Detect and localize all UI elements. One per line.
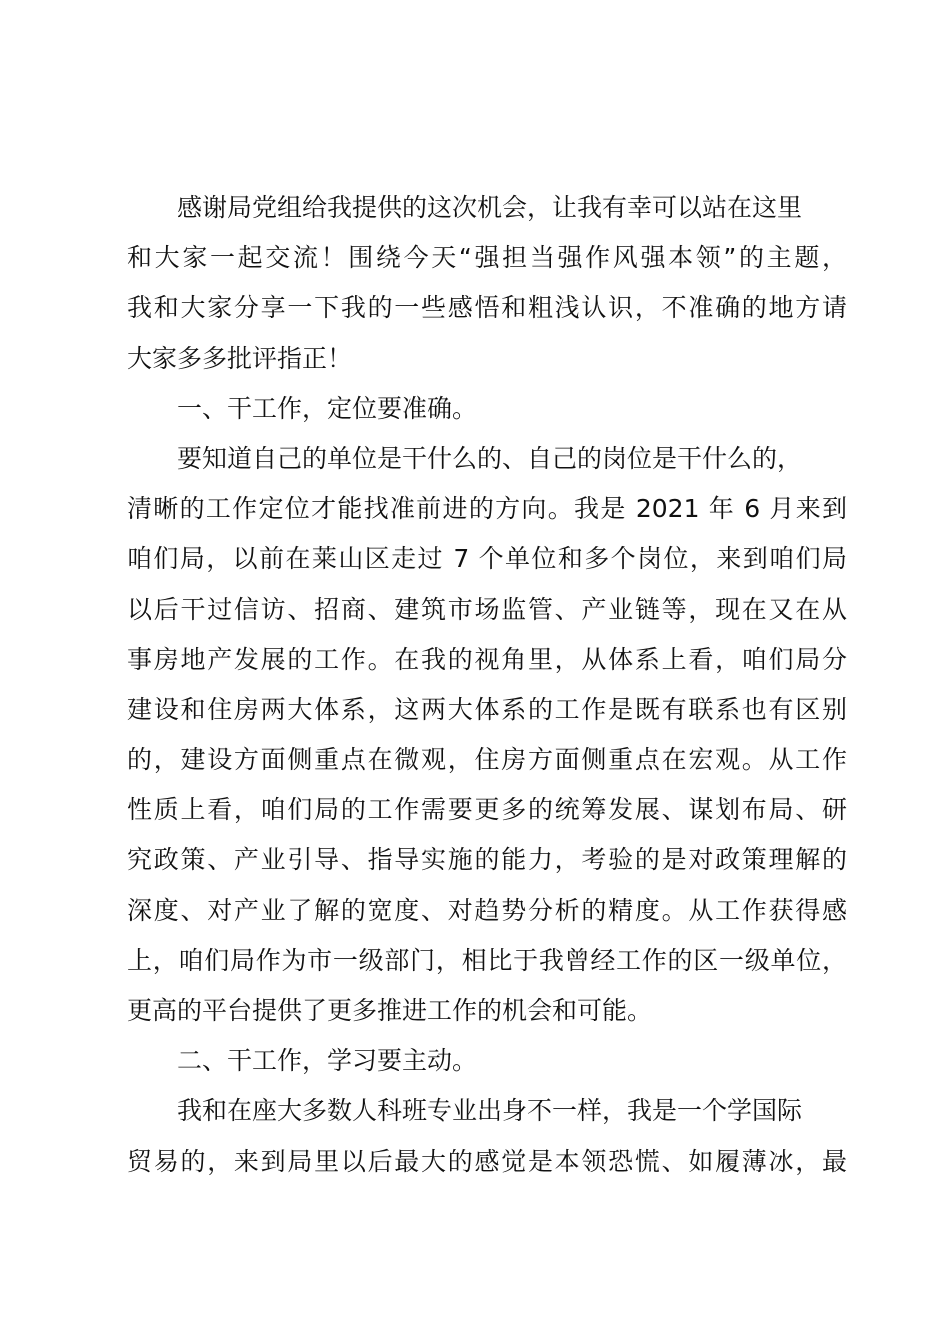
- paragraph-line: 大家多多批评指正！: [127, 343, 353, 373]
- paragraph-line: 贸易的，来到局里以后最大的感觉是本领恐慌、如履薄冰，最: [127, 1146, 847, 1176]
- paragraph-line: 建设和住房两大体系，这两大体系的工作是既有联系也有区别: [127, 694, 847, 724]
- paragraph-line: 以后干过信访、招商、建筑市场监管、产业链等，现在又在从: [127, 594, 847, 624]
- paragraph-line: 感谢局党组给我提供的这次机会，让我有幸可以站在这里: [177, 193, 803, 222]
- section-heading: 二、干工作，学习要主动。: [177, 1046, 478, 1076]
- paragraph-line: 事房地产发展的工作。在我的视角里，从体系上看，咱们局分: [127, 644, 847, 674]
- paragraph-line: 清晰的工作定位才能找准前进的方向。我是 2021 年 6 月来到: [127, 494, 847, 524]
- paragraph-line: 究政策、产业引导、指导实施的能力，考验的是对政策理解的: [127, 845, 847, 875]
- paragraph-line: 上，咱们局作为市一级部门，相比于我曾经工作的区一级单位，: [127, 945, 847, 975]
- paragraph-line: 深度、对产业了解的宽度、对趋势分析的精度。从工作获得感: [127, 895, 847, 925]
- paragraph-line: 咱们局，以前在莱山区走过 7 个单位和多个岗位，来到咱们局: [127, 544, 847, 574]
- document-body: [127, 183, 847, 1187]
- paragraph-line: 性质上看，咱们局的工作需要更多的统筹发展、谋划布局、研: [127, 795, 847, 825]
- paragraph-line: 我和在座大多数人科班专业出身不一样，我是一个学国际: [177, 1096, 803, 1126]
- paragraph-line: 我和大家分享一下我的一些感悟和粗浅认识，不准确的地方请: [127, 293, 847, 323]
- paragraph-line: 和大家一起交流！围绕今天“强担当强作风强本领”的主题，: [127, 243, 847, 273]
- paragraph-line: 的，建设方面侧重点在微观，住房方面侧重点在宏观。从工作: [127, 745, 847, 775]
- paragraph-line: 要知道自己的单位是干什么的、自己的岗位是干什么的，: [177, 443, 803, 473]
- section-heading: 一、干工作，定位要准确。: [177, 393, 478, 423]
- paragraph-line: 更高的平台提供了更多推进工作的机会和可能。: [127, 996, 653, 1025]
